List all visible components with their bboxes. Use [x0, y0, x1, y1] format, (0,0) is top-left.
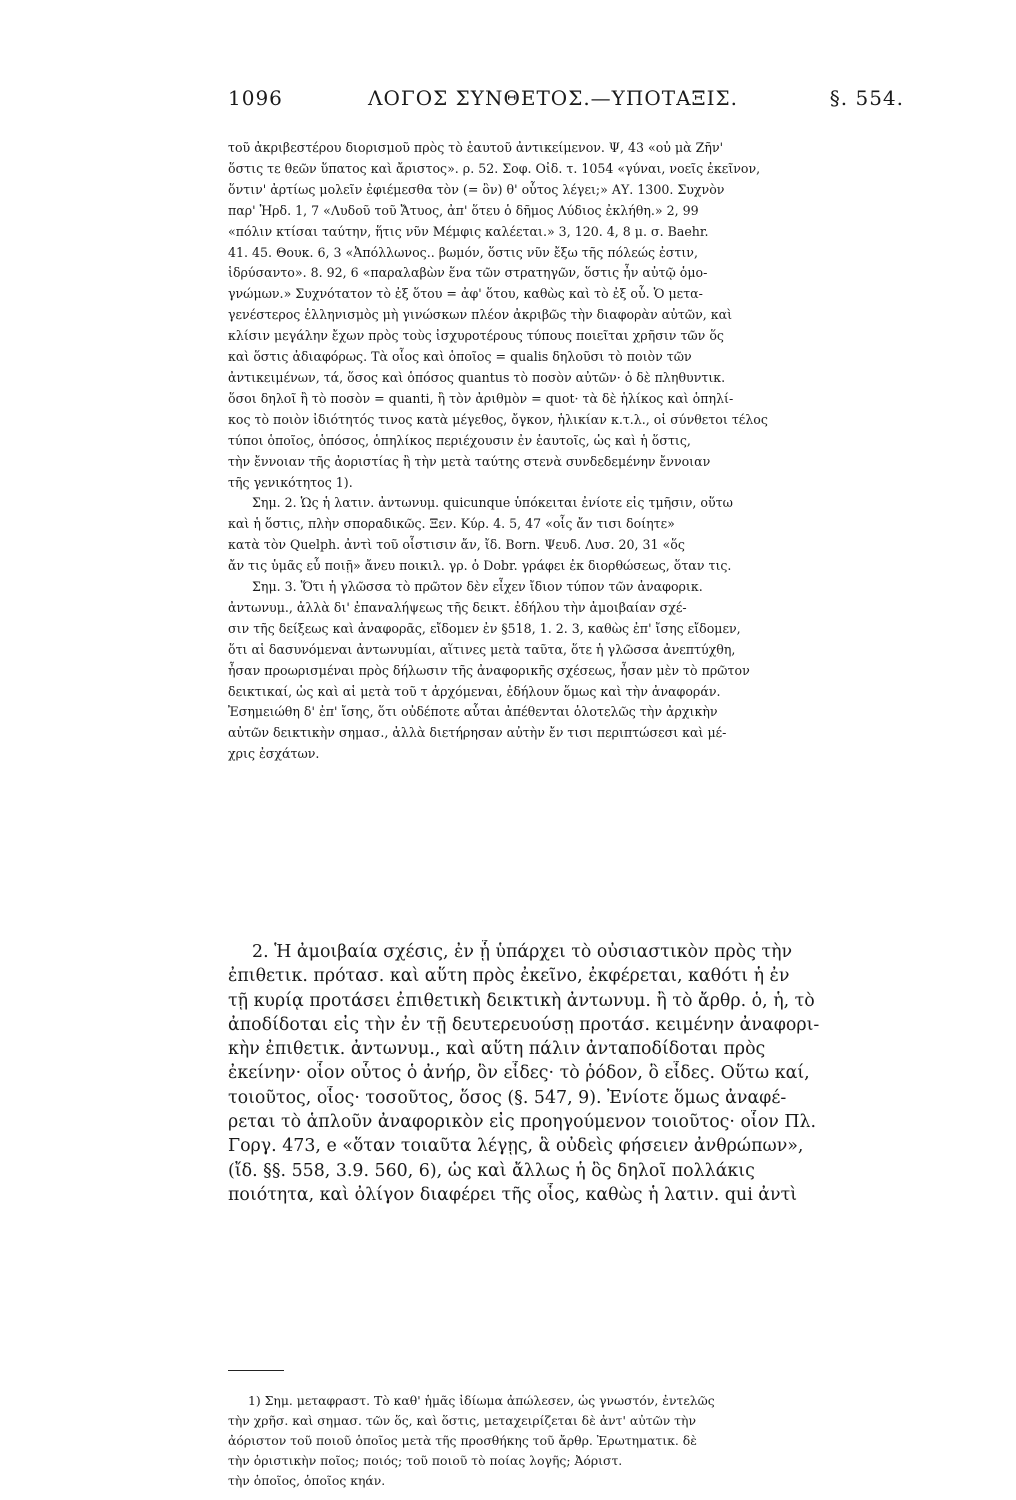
text-line: τὴν ὁριστικὴν ποῖος; ποιός; τοῦ ποιοῦ τὸ ποίας λογῆς; Ἀόριστ.	[228, 1453, 623, 1468]
text-line: χρις ἐσχάτων.	[228, 746, 320, 762]
text-line: (ἴδ. §§. 558, 3.9. 560, 6), ὡς καὶ ἄλλως ἡ ὃς δηλοῖ πολλάκις	[228, 1160, 755, 1181]
text-line: «πόλιν κτίσαι ταύτην, ἥτις νῦν Μέμφις καλέεται.» 3, 120. 4, 8 μ. σ. Baehr.	[228, 223, 709, 239]
running-title: ΛΟΓΟΣ ΣΥΝΘΕΤΟΣ.—ΥΠΟΤΑΞΙΣ.	[368, 86, 738, 110]
text-line: γνώμων.» Συχνότατον τὸ ἐξ ὅτου = ἀφ' ὅτου, καθὼς καὶ τὸ ἐξ οὗ. Ὁ μετα-	[228, 286, 703, 302]
text-line: γενέστερος ἑλληνισμὸς μὴ γινώσκων πλέον ἀκριβῶς τὴν διαφορὰν αὐτῶν, καὶ	[228, 307, 733, 323]
text-line: 41. 45. Θουκ. 6, 3 «Ἀπόλλωνος.. βωμόν, ὅστις νῦν ἔξω τῆς πόλεώς ἐστιν,	[228, 244, 698, 260]
text-line: Γοργ. 473, e «ὅταν τοιαῦτα λέγῃς, ἃ οὐδεὶς φήσειεν ἀνθρώπων»,	[228, 1136, 804, 1157]
main-paragraph	[228, 940, 904, 1207]
text-line: καὶ ἡ ὅστις, πλὴν σποραδικῶς. Ξεν. Κύρ. 4. 5, 47 «οἷς ἄν τισι δοίητε»	[228, 516, 675, 532]
footnote-rule	[228, 1370, 284, 1371]
text-line: ποιότητα, καὶ ὀλίγον διαφέρει τῆς οἷος, καθὼς ἡ λατιν. qui ἀντὶ	[228, 1184, 798, 1205]
page-header	[228, 86, 904, 120]
small-print-body	[228, 138, 904, 765]
text-line: ἐκείνην· οἷον οὗτος ὁ ἀνήρ, ὃν εἶδες· τὸ ῥόδον, ὃ εἶδες. Οὕτω καί,	[228, 1063, 810, 1084]
text-line: τὴν ὁποῖος, ὁποῖος κηάν.	[228, 1473, 386, 1488]
text-line: κος τὸ ποιὸν ἰδιότητός τινος κατὰ μέγεθος, ὄγκον, ἡλικίαν κ.τ.λ., οἱ σύνθετοι τέλος	[228, 411, 768, 427]
text-line: ὅτι αἱ δασυνόμεναι ἀντωνυμίαι, αἵτινες μετὰ ταῦτα, ὅτε ἡ γλῶσσα ἀνεπτύχθη,	[228, 641, 736, 657]
text-line: ἱδρύσαντο». 8. 92, 6 «παραλαβὼν ἕνα τῶν στρατηγῶν, ὅστις ἦν αὐτῷ ὁμο-	[228, 265, 708, 281]
text-line: ἀόριστον τοῦ ποιοῦ ὁποῖος μετὰ τῆς προσθήκης τοῦ ἄρθρ. Ἐρωτηματικ. δὲ	[228, 1433, 697, 1448]
text-line: καὶ ὅστις ἀδιαφόρως. Τὰ οἷος καὶ ὁποῖος = qualis δηλοῦσι τὸ ποιὸν τῶν	[228, 349, 692, 365]
text-line: ἐπιθετικ. πρότασ. καὶ αὕτη πρὸς ἐκεῖνο, ἐκφέρεται, καθότι ἡ ἐν	[228, 966, 790, 987]
text-line: Ἐσημειώθη δ' ἐπ' ἴσης, ὅτι οὐδέποτε αὗται ἀπέθενται ὁλοτελῶς τὴν ἀρχικὴν	[228, 704, 718, 720]
text-line: κατὰ τὸν Quelph. ἀντὶ τοῦ οἷστισιν ἄν, ἴδ. Born. Ψευδ. Λυσ. 20, 31 «ὅς	[228, 537, 685, 553]
text-line: τοῦ ἀκριβεστέρου διορισμοῦ πρὸς τὸ ἑαυτοῦ ἀντικείμενον. Ψ, 43 «οὐ μὰ Ζῆν'	[228, 140, 724, 155]
text-line: τύποι ὁποῖος, ὁπόσος, ὁπηλίκος περιέχουσιν ἐν ἑαυτοῖς, ὡς καὶ ἡ ὅστις,	[228, 432, 691, 448]
text-line: παρ' Ἡρδ. 1, 7 «Λυδοῦ τοῦ Ἄτυος, ἀπ' ὅτευ ὁ δῆμος Λύδιος ἐκλήθη.» 2, 99	[228, 202, 699, 218]
text-line: ρεται τὸ ἁπλοῦν ἀναφορικὸν εἰς προηγούμενον τοιοῦτος· οἷον Πλ.	[228, 1112, 817, 1133]
text-line: ἀποδίδοται εἰς τὴν ἐν τῇ δευτερευούσῃ προτάσ. κειμένην ἀναφορι-	[228, 1014, 820, 1035]
footnote-start: 1) Σημ. μεταφραστ. Τὸ καθ' ἡμᾶς ἰδίωμα ἀπώλεσεν, ὡς γνωστόν, ἐντελῶς	[248, 1393, 715, 1408]
text-line: αὐτῶν δεικτικὴν σημασ., ἀλλὰ διετήρησαν αὐτὴν ἔν τισι περιπτώσεσι καὶ μέ-	[228, 725, 727, 741]
paragraph-start: 2. Ἡ ἀμοιβαία σχέσις, ἐν ᾗ ὑπάρχει τὸ οὐσιαστικὸν πρὸς τὴν	[252, 942, 793, 962]
page-number: 1096	[228, 86, 283, 110]
text-line: τῆς γενικότητος 1).	[228, 474, 353, 490]
text-line: τοιοῦτος, οἷος· τοσοῦτος, ὅσος (§. 547, 9). Ἐνίοτε ὅμως ἀναφέ-	[228, 1087, 787, 1108]
text-line: τὴν ἔννοιαν τῆς ἀοριστίας ἢ τὴν μετὰ ταύτης στενὰ συνδεδεμένην ἔννοιαν	[228, 453, 711, 469]
section-number: §. 554.	[829, 86, 904, 110]
text-line: ὅσοι δηλοῖ ἢ τὸ ποσὸν = quanti, ἢ τὸν ἀριθμὸν = quot· τὰ δὲ ἡλίκος καὶ ὁπηλί-	[228, 390, 734, 406]
note-2-start: Σημ. 2. Ὡς ἡ λατιν. ἀντωνυμ. quicunque ὑπόκειται ἐνίοτε εἰς τμῆσιν, οὕτω	[252, 495, 733, 511]
text-line: ὅστις τε θεῶν ὕπατος καὶ ἄριστος». ρ. 52. Σοφ. Οἰδ. τ. 1054 «γύναι, νοεῖς ἐκεῖνον,	[228, 160, 761, 176]
text-line: ἀντικειμένων, τά, ὅσος καὶ ὁπόσος quantus τὸ ποσὸν αὐτῶν· ὁ δὲ πληθυντικ.	[228, 369, 726, 385]
text-line: ἄν τις ὑμᾶς εὖ ποιῇ» ἄνευ ποικιλ. γρ. ὁ Dobr. γράφει ἐκ διορθώσεως, ὅταν τις.	[228, 558, 732, 574]
note-3-start: Σημ. 3. Ὅτι ἡ γλῶσσα τὸ πρῶτον δὲν εἶχεν ἴδιον τύπον τῶν ἀναφορικ.	[252, 579, 703, 595]
text-line: ἦσαν προωρισμέναι πρὸς δήλωσιν τῆς ἀναφορικῆς σχέσεως, ἦσαν μὲν τὸ πρῶτον	[228, 662, 750, 678]
text-line: τῇ κυρίᾳ προτάσει ἐπιθετικὴ δεικτικὴ ἀντωνυμ. ἢ τὸ ἄρθρ. ὁ, ἡ, τὸ	[228, 990, 815, 1011]
text-line: σιν τῆς δείξεως καὶ ἀναφορᾶς, εἴδομεν ἐν §518, 1. 2. 3, καθὼς ἐπ' ἴσης εἴδομεν,	[228, 620, 741, 636]
text-line: κλίσιν μεγάλην ἔχων πρὸς τοὺς ἰσχυροτέρους τύπους ποιεῖται χρῆσιν τῶν ὅς	[228, 328, 724, 344]
text-line: ὅντιν' ἀρτίως μολεῖν ἐφιέμεσθα τὸν (= ὃν) θ' οὗτος λέγει;» ΑΥ. 1300. Συχνὸν	[228, 181, 725, 197]
text-line: τὴν χρῆσ. καὶ σημασ. τῶν ὅς, καὶ ὅστις, μεταχειρίζεται δὲ ἀντ' αὐτῶν τὴν	[228, 1413, 696, 1428]
footnote	[228, 1391, 904, 1491]
text-line: δεικτικαί, ὡς καὶ αἱ μετὰ τοῦ τ ἀρχόμεναι, ἐδήλουν ὅμως καὶ τὴν ἀναφοράν.	[228, 683, 721, 699]
text-line: κὴν ἐπιθετικ. ἀντωνυμ., καὶ αὕτη πάλιν ἀνταποδίδοται πρὸς	[228, 1039, 766, 1060]
text-line: ἀντωνυμ., ἀλλὰ δι' ἐπαναλήψεως τῆς δεικτ. ἐδήλου τὴν ἀμοιβαίαν σχέ-	[228, 599, 687, 615]
